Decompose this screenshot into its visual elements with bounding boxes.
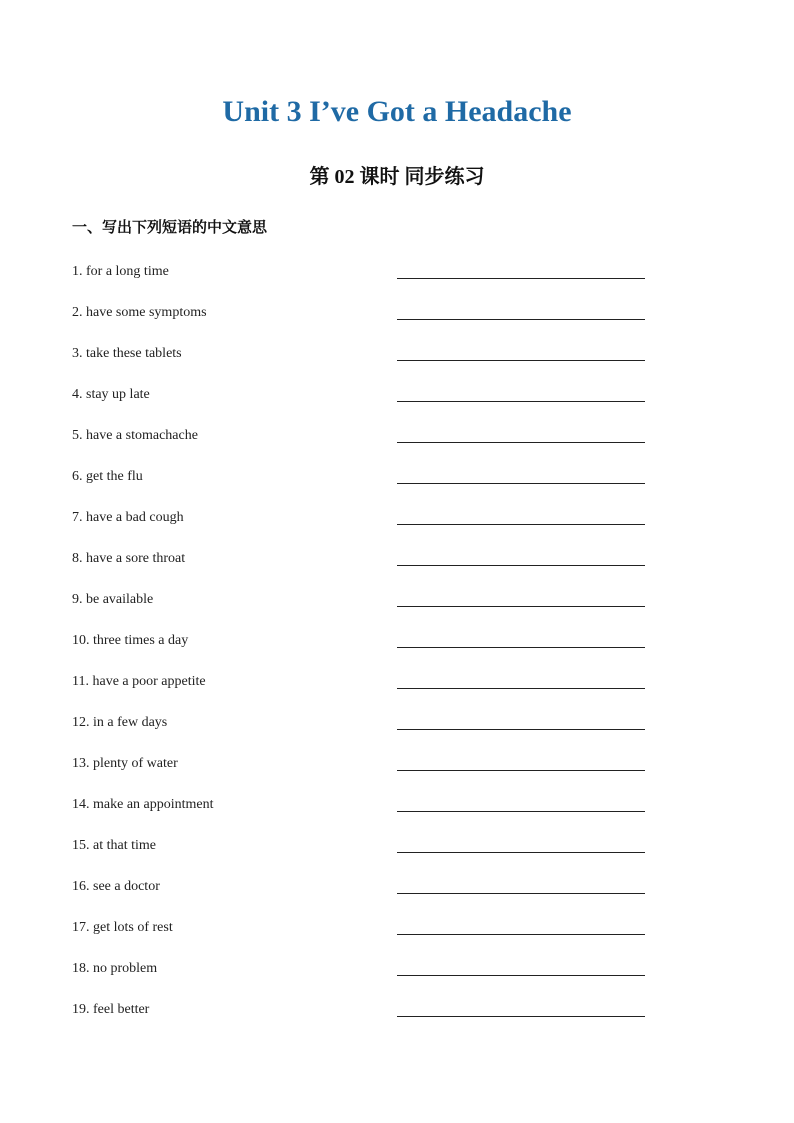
list-item (72, 917, 646, 958)
answer-line[interactable] (397, 401, 645, 402)
phrase-text: 8. have a sore throat (72, 551, 186, 566)
phrase-text: 4. stay up late (72, 387, 150, 402)
list-item (72, 261, 646, 302)
phrase-text: 11. have a poor appetite (72, 674, 206, 689)
list-item (72, 302, 646, 343)
phrase-text: 17. get lots of rest (72, 920, 173, 935)
phrase-text: 16. see a doctor (72, 879, 160, 894)
answer-line[interactable] (397, 360, 645, 361)
list-item (72, 507, 646, 548)
answer-line[interactable] (397, 647, 645, 648)
phrase-text: 1. for a long time (72, 264, 169, 279)
list-item (72, 384, 646, 425)
answer-line[interactable] (397, 852, 645, 853)
list-item (72, 712, 646, 753)
phrase-text: 10. three times a day (72, 633, 189, 648)
page-title: Unit 3 I’ve Got a Headache (222, 95, 572, 128)
list-item (72, 425, 646, 466)
phrase-text: 13. plenty of water (72, 756, 178, 771)
phrase-text: 7. have a bad cough (72, 510, 184, 525)
answer-line[interactable] (397, 565, 645, 566)
answer-line[interactable] (397, 893, 645, 894)
answer-line[interactable] (397, 1016, 645, 1017)
list-item (72, 753, 646, 794)
list-item (72, 835, 646, 876)
list-item (72, 589, 646, 630)
answer-line[interactable] (397, 524, 645, 525)
answer-line[interactable] (397, 483, 645, 484)
answer-line[interactable] (397, 442, 645, 443)
list-item (72, 466, 646, 507)
phrase-text: 18. no problem (72, 961, 158, 976)
phrase-text: 5. have a stomachache (72, 428, 198, 443)
phrase-text: 15. at that time (72, 838, 156, 853)
list-item (72, 548, 646, 589)
phrase-text: 2. have some symptoms (72, 305, 207, 320)
section-heading: 一、写出下列短语的中文意思 (72, 220, 268, 236)
list-item (72, 794, 646, 835)
phrase-text: 12. in a few days (72, 715, 168, 730)
phrase-text: 19. feel better (72, 1002, 150, 1017)
answer-line[interactable] (397, 688, 645, 689)
answer-line[interactable] (397, 606, 645, 607)
list-item (72, 999, 646, 1040)
list-item (72, 671, 646, 712)
answer-line[interactable] (397, 278, 645, 279)
list-item (72, 958, 646, 999)
phrase-text: 6. get the flu (72, 469, 143, 484)
answer-line[interactable] (397, 811, 645, 812)
phrase-text: 14. make an appointment (72, 797, 214, 812)
phrase-list (72, 261, 646, 1040)
answer-line[interactable] (397, 934, 645, 935)
answer-line[interactable] (397, 975, 645, 976)
list-item (72, 876, 646, 917)
phrase-text: 9. be available (72, 592, 154, 607)
answer-line[interactable] (397, 770, 645, 771)
answer-line[interactable] (397, 729, 645, 730)
list-item (72, 630, 646, 671)
lesson-subtitle: 第 02 课时 同步练习 (309, 166, 485, 188)
answer-line[interactable] (397, 319, 645, 320)
phrase-text: 3. take these tablets (72, 346, 182, 361)
list-item (72, 343, 646, 384)
